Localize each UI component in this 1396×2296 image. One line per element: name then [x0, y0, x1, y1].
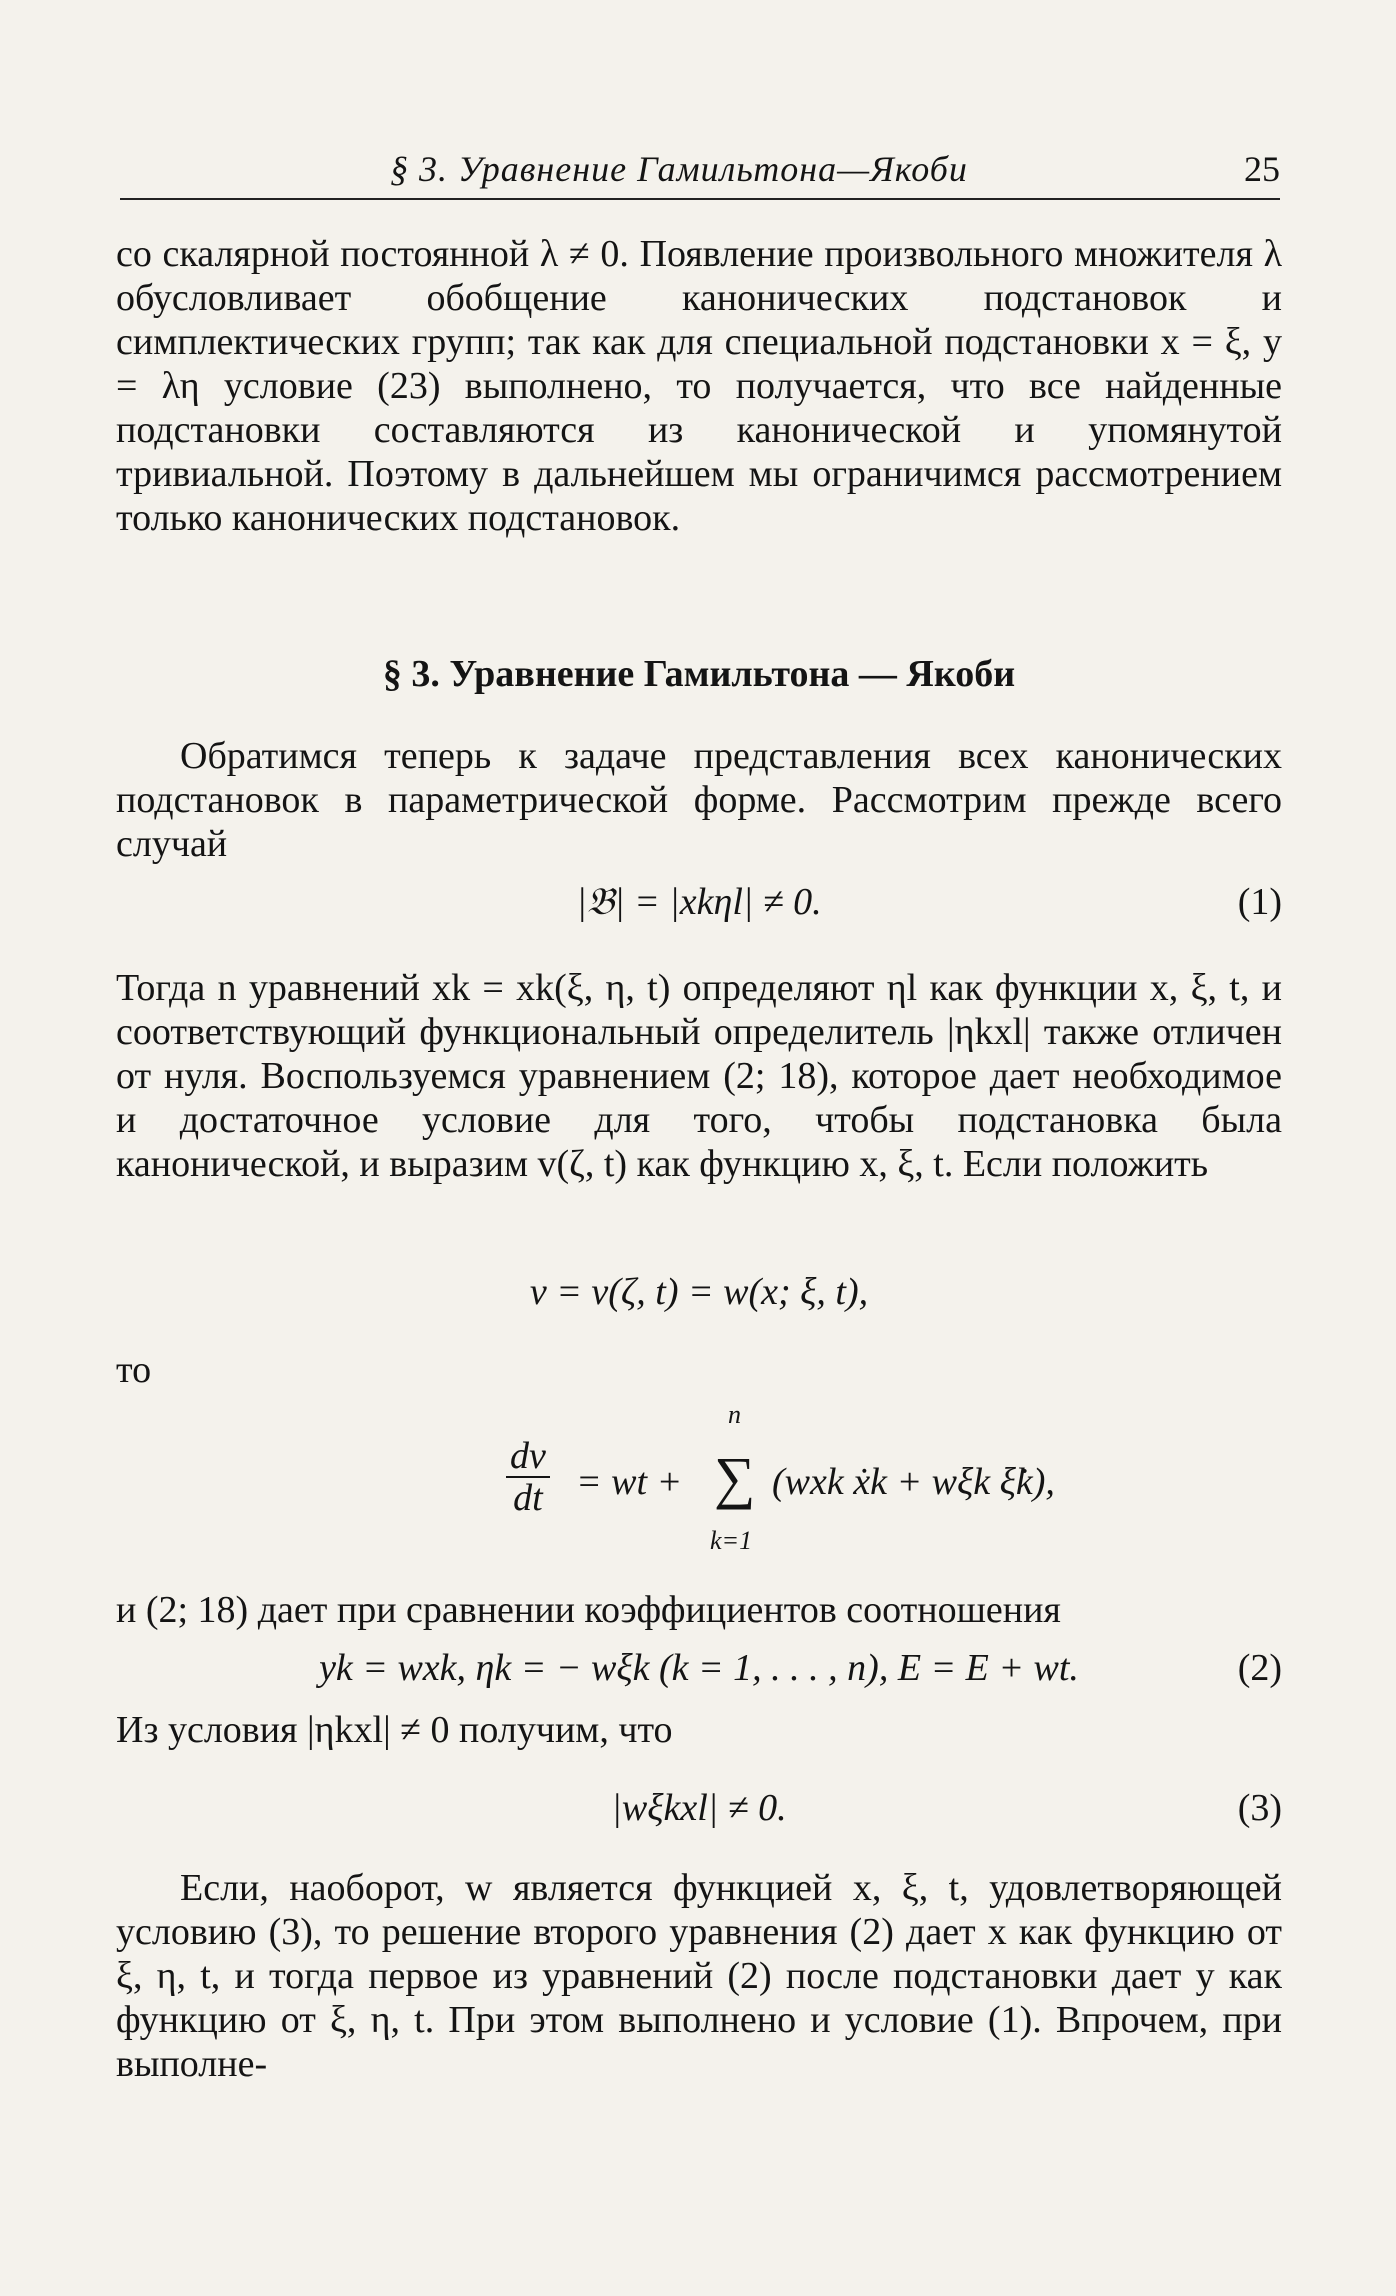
body-paragraph-6: Если, наоборот, w является функцией x, ξ, t, удовлетворяющей условию (3), то решение второго уравнения (2) дает x как функцию от ξ, η, t, и тогда первое из уравнений (2) после подстановки дает y как функцию от ξ, η, t. При этом выполнено и условие (1). Впрочем, при выполне-	[116, 1867, 1282, 2085]
equation-5-number: (3)	[1237, 1787, 1282, 1829]
equation-2	[116, 1270, 1282, 1316]
equation-3	[116, 1400, 1282, 1570]
body-paragraph-4: и (2; 18) дает при сравнении коэффициентов соотношения	[116, 1589, 1061, 1631]
equation-2-formula: v = v(ζ, t) = w(x; ξ, t),	[529, 1271, 869, 1313]
equation-5-formula: |wξkxl| ≠ 0.	[611, 1787, 787, 1829]
running-header	[120, 148, 1280, 200]
derivative-fraction	[506, 1436, 550, 1518]
body-paragraph-1: Обратимся теперь к задаче представления всех канонических подстановок в параметрической форме. Рассмотрим прежде всего случай	[116, 735, 1282, 865]
equation-1-number: (1)	[1237, 881, 1282, 923]
sum-lower-limit: k=1	[710, 1526, 753, 1555]
sum-symbol: ∑	[714, 1445, 756, 1510]
section-heading: § 3. Уравнение Гамильтона — Якоби	[382, 653, 1016, 695]
page-number: 25	[1244, 149, 1280, 189]
sum-upper-limit: n	[728, 1400, 741, 1429]
equation-1-formula: |𝔅| = |xkηl| ≠ 0.	[576, 881, 822, 923]
header-rule	[120, 198, 1280, 200]
equation-5	[116, 1786, 1282, 1832]
body-paragraph-3: то	[116, 1349, 152, 1391]
equation-4-number: (2)	[1237, 1647, 1282, 1689]
rhs-end: (wxk ẋk + wξk ξ̇k),	[772, 1461, 1055, 1503]
body-paragraph-5: Из условия |ηkxl| ≠ 0 получим, что	[116, 1709, 673, 1751]
fraction-numerator: dv	[506, 1436, 550, 1478]
intro-paragraph: со скалярной постоянной λ ≠ 0. Появление произвольного множителя λ обусловливает обобщение канонических подстановок и симплектических групп; так как для специальной подстановки x = ξ, y = λη условие (23) выполнено, то получается, что все найденные подстановки составляются из канонической и упомянутой тривиальной. Поэтому в дальнейшем мы ограничимся рассмотрением только канонических подстановок.	[116, 233, 1282, 539]
equation-4-formula: yk = wxk, ηk = − wξk (k = 1, . . . , n), E = E + wt.	[319, 1647, 1079, 1689]
fraction-denominator: dt	[513, 1477, 543, 1519]
body-paragraph-2: Тогда n уравнений xk = xk(ξ, η, t) определяют ηl как функции x, ξ, t, и соответствующий функциональный определитель |ηkxl| также отличен от нуля. Воспользуемся уравнением (2; 18), которое дает необходимое и достаточное условие для того, чтобы подстановка была канонической, и выразим v(ζ, t) как функцию x, ξ, t. Если положить	[116, 967, 1282, 1185]
equation-1	[116, 880, 1282, 926]
equation-3-formula	[506, 1400, 1106, 1570]
equation-4	[116, 1646, 1282, 1692]
rhs-start: = wt +	[576, 1461, 683, 1503]
running-title: § 3. Уравнение Гамильтона—Якоби	[390, 149, 968, 189]
